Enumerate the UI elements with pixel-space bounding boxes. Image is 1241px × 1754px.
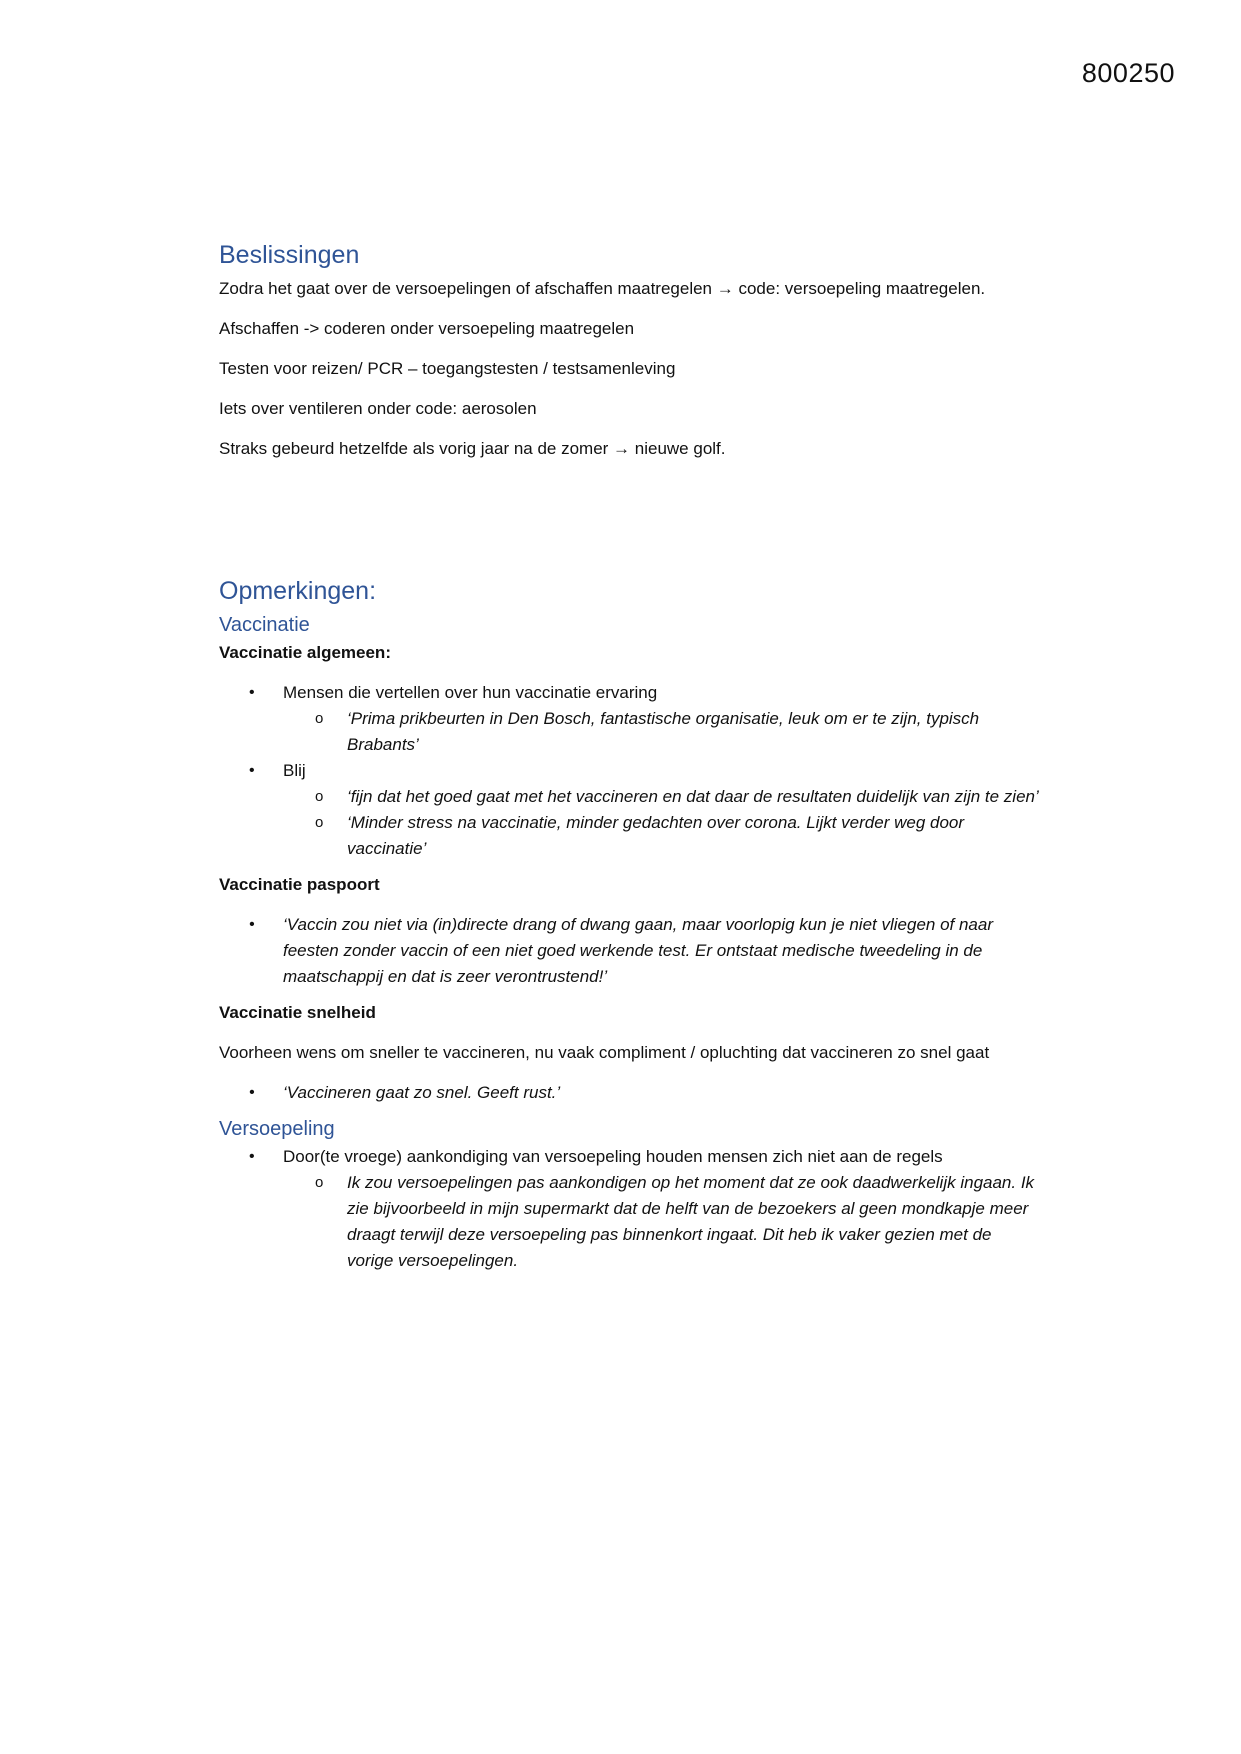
bullet-icon: • — [249, 1148, 255, 1165]
list-versoepeling — [219, 1144, 1039, 1274]
list-item — [219, 1144, 1039, 1274]
circle-bullet-icon: o — [315, 814, 324, 831]
sub-list-item — [283, 784, 1039, 810]
quote-text: Ik zou versoepelingen pas aankondigen op het moment dat ze ook daadwerkelijk ingaan. Ik zie bijvoorbeeld in mijn supermarkt dat de helft van de bezoekers al geen mondkapje meer draagt terwijl deze versoepeling pas binnenkort ingaat. Dit heb ik vaker gezien met de vorige versoepelingen. — [347, 1173, 1035, 1270]
quote-text: ‘Minder stress na vaccinatie, minder gedachten over corona. Lijkt verder weg door vaccinatie’ — [347, 813, 965, 858]
heading-beslissingen: Beslissingen — [219, 241, 360, 269]
list-item — [219, 680, 1039, 758]
sub-list-item — [283, 1170, 1039, 1274]
bullet-icon: • — [249, 684, 255, 701]
quote-text: ‘Prima prikbeurten in Den Bosch, fantastische organisatie, leuk om er te zijn, typisch Brabants’ — [347, 709, 980, 754]
bullet-icon: • — [249, 762, 255, 779]
heading-vaccinatie: Vaccinatie — [219, 614, 310, 636]
circle-bullet-icon: o — [315, 1174, 324, 1191]
subheading-vaccinatie-paspoort: Vaccinatie paspoort — [219, 875, 380, 894]
circle-bullet-icon: o — [315, 788, 324, 805]
subheading-vaccinatie-algemeen: Vaccinatie algemeen: — [219, 643, 391, 662]
list-vaccinatie-paspoort — [219, 912, 1039, 990]
list-item-text: Mensen die vertellen over hun vaccinatie ervaring — [283, 683, 658, 702]
paragraph: Voorheen wens om sneller te vaccineren, nu vaak compliment / opluchting dat vaccineren zo snel gaat — [219, 1043, 990, 1062]
paragraph: Iets over ventileren onder code: aerosolen — [219, 399, 537, 418]
quote-text: ‘Vaccineren gaat zo snel. Geeft rust.’ — [283, 1083, 561, 1102]
paragraph: Zodra het gaat over de versoepelingen of afschaffen maatregelen → code: versoepeling maatregelen. — [219, 279, 986, 298]
list-item — [219, 912, 1039, 990]
list-item — [219, 758, 1039, 862]
heading-opmerkingen: Opmerkingen: — [219, 577, 377, 605]
heading-versoepeling: Versoepeling — [219, 1118, 335, 1140]
bullet-icon: • — [249, 916, 255, 933]
subheading-vaccinatie-snelheid: Vaccinatie snelheid — [219, 1003, 376, 1022]
document-id: 800250 — [1081, 58, 1175, 88]
sub-list-item — [283, 706, 1039, 758]
sub-list — [283, 706, 1039, 758]
list-vaccinatie-algemeen — [219, 680, 1039, 862]
paragraph: Testen voor reizen/ PCR – toegangstesten / testsamenleving — [219, 359, 676, 378]
paragraph: Afschaffen -> coderen onder versoepeling maatregelen — [219, 319, 635, 338]
list-item — [219, 1080, 1039, 1106]
document-body — [219, 240, 1039, 1284]
circle-bullet-icon: o — [315, 710, 324, 727]
quote-text: ‘Vaccin zou niet via (in)directe drang of dwang gaan, maar voorlopig kun je niet vliegen of naar feesten zonder vaccin of een niet goed werkende test. Er ontstaat medische tweedeling in de maatschappij en dat is zeer verontrustend!’ — [283, 915, 994, 986]
list-vaccinatie-snelheid — [219, 1080, 1039, 1106]
paragraph: Straks gebeurd hetzelfde als vorig jaar na de zomer → nieuwe golf. — [219, 439, 726, 458]
sub-list — [283, 1170, 1039, 1274]
quote-text: ‘fijn dat het goed gaat met het vaccineren en dat daar de resultaten duidelijk van zijn te zien’ — [347, 787, 1039, 806]
list-item-text: Door(te vroege) aankondiging van versoepeling houden mensen zich niet aan de regels — [283, 1147, 943, 1166]
sub-list-item — [283, 810, 1039, 862]
list-item-text: Blij — [283, 761, 306, 780]
bullet-icon: • — [249, 1084, 255, 1101]
sub-list — [283, 784, 1039, 862]
